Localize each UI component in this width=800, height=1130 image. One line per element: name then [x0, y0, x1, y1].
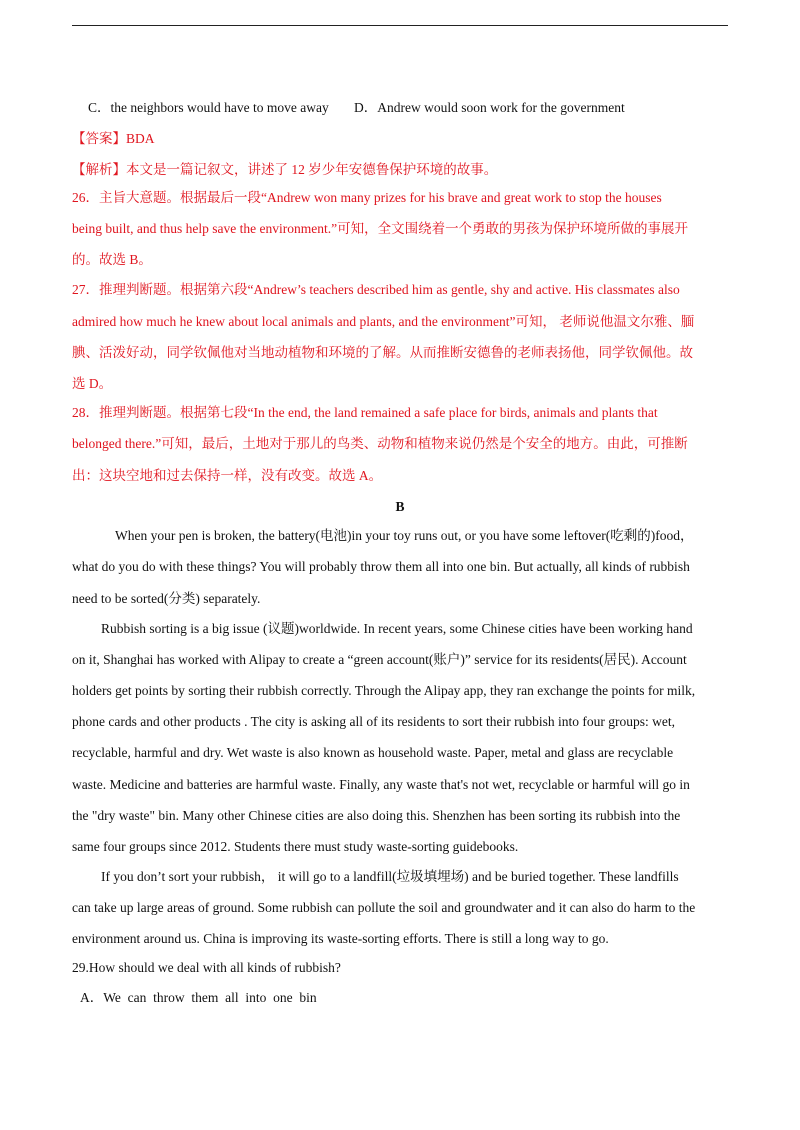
para3-line-3: environment around us. China is improving its waste-sorting efforts. There is still a long way to go.	[72, 931, 609, 946]
analysis-intro: 【解析】本文是一篇记叙文，讲述了 12 岁少年安德鲁保护环境的故事。	[72, 162, 498, 177]
para2-line-6: waste. Medicine and batteries are harmful waste. Finally, any waste that's not wet, recyclable or harmful will go in	[72, 777, 690, 792]
para2-line-2: on it, Shanghai has worked with Alipay to create a “green account(账户)” service for its residents(居民). Account	[72, 652, 687, 667]
option-d: D．Andrew would soon work for the government	[354, 100, 625, 115]
para1-line-3: need to be sorted(分类) separately.	[72, 591, 261, 606]
q28-line-1: 28．推理判断题。根据第七段“In the end, the land remained a safe place for birds, animals and plants that	[72, 405, 658, 420]
q27-line-1: 27．推理判断题。根据第六段“Andrew’s teachers described him as gentle, shy and active. His classmates also	[72, 282, 680, 297]
header-rule	[72, 25, 728, 26]
q28-line-3: 出：这块空地和过去保持一样，没有改变。故选 A。	[72, 468, 383, 483]
answer-line: 【答案】BDA	[72, 131, 155, 146]
para2-line-3: holders get points by sorting their rubbish correctly. Through the Alipay app, they ran exchange the points for milk,	[72, 683, 696, 698]
q26-line-1: 26．主旨大意题。根据最后一段“Andrew won many prizes for his brave and great work to stop the houses	[72, 190, 662, 205]
para3-line-2: can take up large areas of ground. Some rubbish can pollute the soil and groundwater and it can also do harm to the	[72, 900, 696, 915]
para2-line-5: recyclable, harmful and dry. Wet waste is also known as household waste. Paper, metal and glass are recyclable	[72, 745, 674, 760]
para3-line-1: If you don’t sort your rubbish， it will go to a landfill(垃圾填埋场) and be buried together. These landfills	[101, 869, 679, 884]
q27-line-3: 腆、活泼好动，同学钦佩他对当地动植物和环境的了解。从而推断安德鲁的老师表扬他，同学钦佩他。故	[72, 345, 693, 360]
para2-line-7: the "dry waste" bin. Many other Chinese cities are also doing this. Shenzhen has been sorting its rubbish into the	[72, 808, 681, 823]
q26-line-2: being built, and thus help save the environment.”可知，全文围绕着一个勇敢的男孩为保护环境所做的事展开	[72, 221, 689, 236]
para1-line-1: When your pen is broken, the battery(电池)in your toy runs out, or you have some leftover(吃剩的)food，	[115, 528, 694, 543]
q27-line-2: admired how much he knew about local animals and plants, and the environment”可知， 老师说他温文尔雅、腼	[72, 314, 695, 329]
option-c: C．the neighbors would have to move away	[88, 100, 329, 115]
para1-line-2: what do you do with these things? You will probably throw them all into one bin. But actually, all kinds of rubbish	[72, 559, 690, 574]
q26-line-3: 的。故选 B。	[72, 252, 152, 267]
section-heading: B	[395, 499, 405, 514]
para2-line-8: same four groups since 2012. Students there must study waste-sorting guidebooks.	[72, 839, 519, 854]
question-29-option-a: A．We can throw them all into one bin	[80, 990, 317, 1005]
para2-line-4: phone cards and other products . The city is asking all of its residents to sort their rubbish into four groups: wet,	[72, 714, 676, 729]
para2-line-1: Rubbish sorting is a big issue (议题)worldwide. In recent years, some Chinese cities have been working hand	[101, 621, 693, 636]
q27-line-4: 选 D。	[72, 376, 113, 391]
question-29: 29.How should we deal with all kinds of rubbish?	[72, 960, 341, 975]
q28-line-2: belonged there.”可知，最后，土地对于那儿的鸟类、动物和植物来说仍然是个安全的地方。由此，可推断	[72, 436, 688, 451]
